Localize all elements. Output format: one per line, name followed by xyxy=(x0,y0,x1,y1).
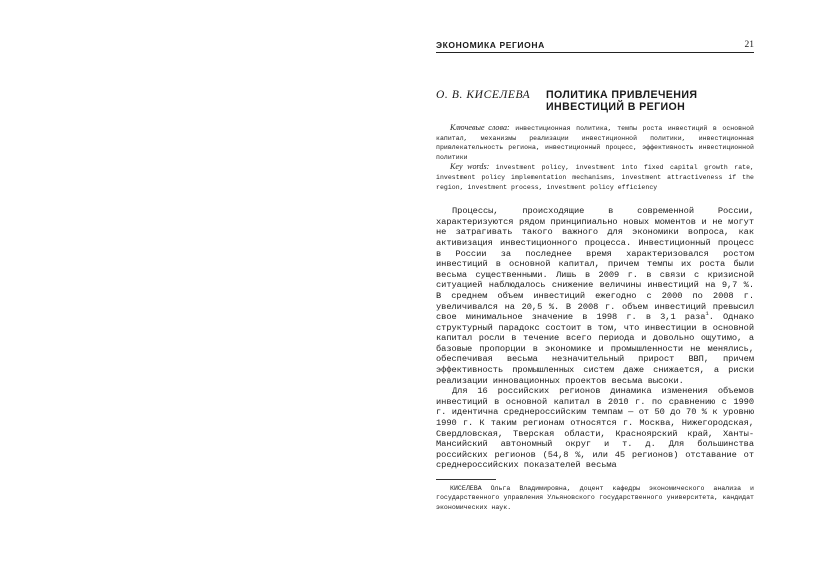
article-title xyxy=(546,89,697,113)
article-body xyxy=(436,206,754,471)
keywords-en xyxy=(436,162,754,192)
author-footnote xyxy=(436,484,754,512)
paragraph-2: Для 16 российских регионов динамика изменения объемов инвестиций в основной капитал в 2010 г. по сравнению с 1990 г. идентична среднероссийским темпам — от 50 до 70 % к уровню 1990 г. К таким регионам относятся г. Москва, Нижегородская, Свердловская, Тверская области, Красноярский край, Ханты-Мансийский автономный округ и т. д. Для большинства российских регионов (54,8 %, или 45 регионов) отставание от среднероссийских показателей весьма xyxy=(436,386,754,471)
footnote-divider xyxy=(436,479,496,480)
keywords-ru xyxy=(436,123,754,162)
title-line-1: ПОЛИТИКА ПРИВЛЕЧЕНИЯ xyxy=(546,89,698,101)
author-name: О. В. КИСЕЛЕВА xyxy=(436,89,531,101)
footnote-ref[interactable]: 1 xyxy=(705,310,709,318)
paragraph-1-part-b: . Однако структурный парадокс состоит в том, что инвестиции в основной капитал росли в течение всего периода и довольно ощутимо, а базовые пропорции в экономике и промышленности не менялись, обеспечивая весьма незначительный прирост ВВП, причем эффективность промышленных систем даже снижается, а риски реализации инновационных проектов весьма высоки. xyxy=(436,312,754,386)
keywords-ru-label: Ключевые слова: xyxy=(450,123,510,132)
title-block xyxy=(436,89,754,113)
keywords-en-label: Key words: xyxy=(450,162,490,172)
keywords-block xyxy=(436,123,754,192)
paragraph-1-part-a: Процессы, происходящие в современной России, характеризуются рядом принципиально новых моментов и не могут не затрагивать такого важного для экономики вопроса, как активизация инвестиционного процесса. Инвестиционный процесс в России за последнее время характеризовался ростом инвестиций в основной капитал, причем темпы их роста были весьма существенными. Лишь в 2009 г. в связи с кризисной ситуацией наблюдалось снижение величины инвестиций на 9,7 %. В среднем объем инвестиций ежегодно с 2000 по 2008 г. увеличивался на 20,5 %. В 2008 г. объем инвестиций превысил свое минимальное значение в 1998 г. в 3,1 раза xyxy=(436,206,754,323)
journal-page xyxy=(436,40,754,512)
author-footnote-text: КИСЕЛЕВА Ольга Владимировна, доцент кафедры экономического анализа и государственного управления Ульяновского государственного университета, кандидат экономических наук. xyxy=(436,485,754,511)
keywords-ru-text: инвестиционная политика, темпы роста инвестиций в основной капитал, механизмы реализации инвестиционной политики, инвестиционная привлекательность региона, инвестиционный процесс, эффективность инвестиционной политики xyxy=(436,125,754,161)
journal-section: ЭКОНОМИКА РЕГИОНА xyxy=(436,40,545,50)
paragraph-1 xyxy=(436,206,754,386)
title-line-2: ИНВЕСТИЦИЙ В РЕГИОН xyxy=(546,101,686,113)
running-head xyxy=(436,40,754,53)
page-number: 21 xyxy=(744,40,754,50)
keywords-en-text: investment policy, investment into fixed capital growth rate, investment policy implementation mechanisms, investment attractiveness if the region, investment process, investment policy efficiency xyxy=(436,164,754,191)
